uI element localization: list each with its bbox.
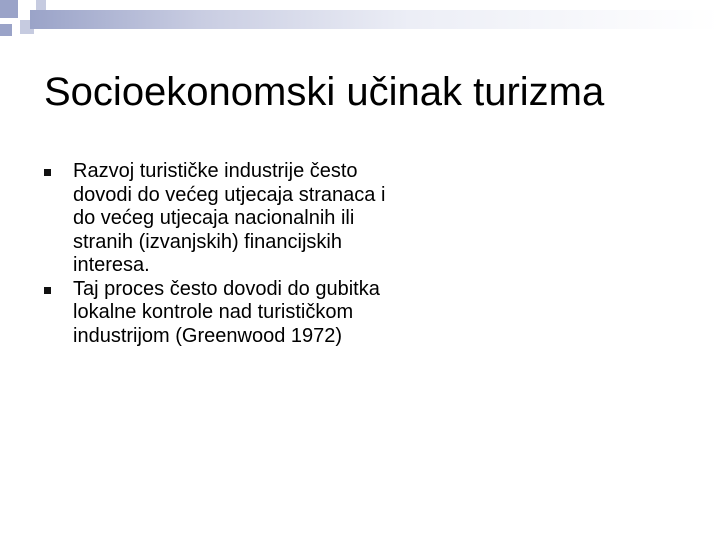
decor-square	[0, 24, 12, 36]
slide-header-decoration	[0, 0, 720, 50]
slide-title: Socioekonomski učinak turizma	[44, 70, 605, 114]
bullet-text: Taj proces često dovodi do gubitka lokalne kontrole nad turističkom industrijom (Greenwood 1972)	[73, 277, 380, 347]
bullet-list	[44, 160, 404, 348]
bullet-item	[44, 278, 404, 349]
decor-square	[0, 0, 18, 18]
bullet-item	[44, 160, 404, 278]
square-bullet-icon	[44, 169, 51, 176]
bullet-text: Razvoj turističke industrije često dovodi do većeg utjecaja stranaca i do većeg utjecaja nacionalnih ili stranih (izvanjskih) financijskih interesa.	[73, 160, 386, 276]
square-bullet-icon	[44, 287, 51, 294]
decor-square	[36, 0, 46, 10]
header-gradient-band	[30, 10, 720, 29]
